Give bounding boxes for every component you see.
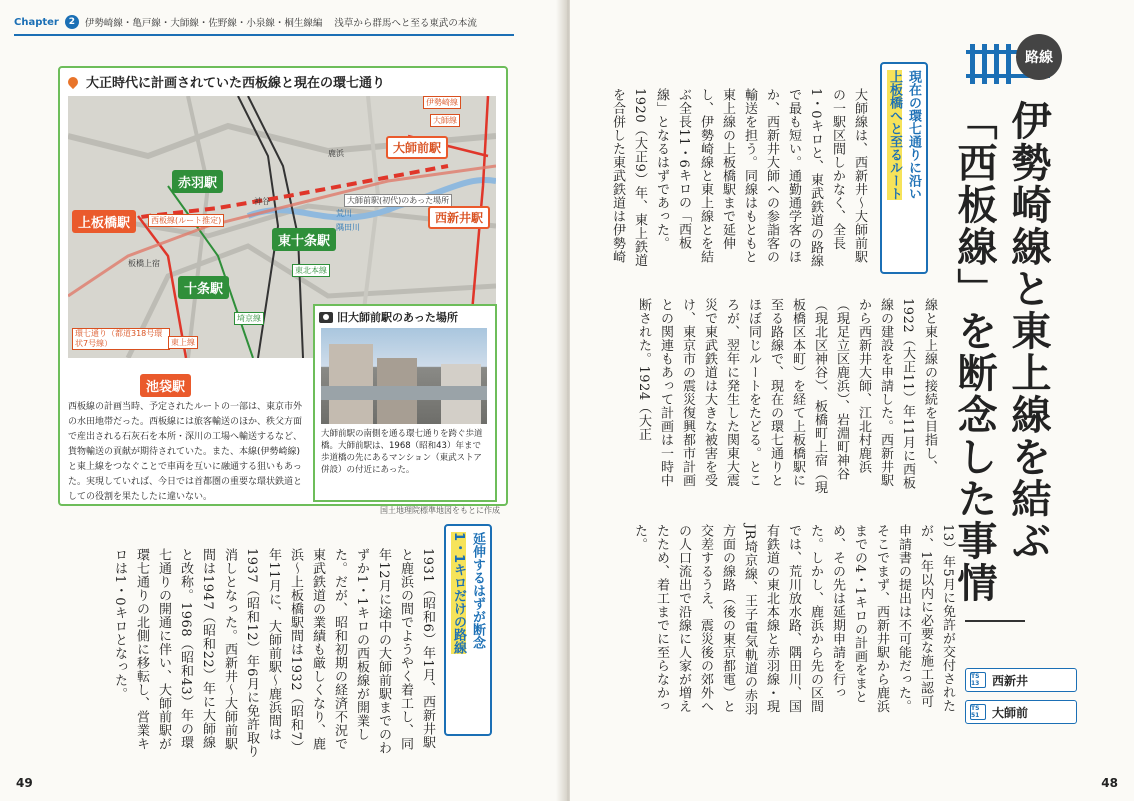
station-nishiarai: 西新井駅 bbox=[428, 206, 490, 229]
label-tohoku-line: 東北本線 bbox=[292, 264, 330, 277]
title-rule bbox=[965, 620, 1025, 622]
photo-inset bbox=[313, 304, 497, 502]
map-title-text: 大正時代に計画されていた西板線と現在の環七通り bbox=[86, 76, 386, 91]
chapter-subtitle: 浅草から群馬へと至る東武の本流 bbox=[334, 18, 477, 29]
page-number-left: 49 bbox=[16, 776, 33, 790]
map-title bbox=[68, 72, 385, 91]
station-akabane: 赤羽駅 bbox=[172, 170, 223, 193]
right-body-col-3: 13）年5月に免許が交付されたが、1年以内に必要な施工認可申請書の提出は不可能だった。そこでまず、西新井駅から鹿浜までの4・1キロの計画をまとめ、その先は延期申請を行った。しかし、鹿浜から先の区間では、荒川放水路、隅田川、国有鉄道の東北本線と赤羽線・現JR埼京線、王子電気軌道の赤羽方面の線路（後の東京都電）と交差するうえ、震災後の郊外への人口流出で沿線に人家が増えたため、着工までに至らなかった。 bbox=[632, 524, 955, 716]
station-jujo: 十条駅 bbox=[178, 276, 229, 299]
section-heading-left-line1: 延伸するはずが断念 bbox=[470, 532, 485, 649]
station-kamiitabashi: 上板橋駅 bbox=[72, 210, 136, 233]
section-heading-left bbox=[444, 524, 492, 736]
station-badge-name: 西新井 bbox=[992, 673, 1029, 688]
station-badge-name: 大師前 bbox=[992, 705, 1029, 720]
map-figure bbox=[58, 66, 508, 506]
right-body-col-1: 大師線は、西新井～大師前駅の一駅区間しかなく、全長1・0キロと、東武鉄道の路線で最も短い。通勤通学客のほか、西新井大師への参詣客の輸送を担う。同線はもともと東上線の上板橋駅まで延伸し、伊勢崎線と東上線とを結ぶ全長11・6キロの「西板線」となるはずであった。1920（大正9）年、東上鉄道を合併した東武鉄道は伊勢崎 bbox=[610, 88, 867, 268]
label-itabashi-kamijuku: 板橋上宿 bbox=[128, 259, 160, 268]
page-number-right: 48 bbox=[1101, 776, 1118, 790]
station-ikebukuro: 池袋駅 bbox=[140, 374, 191, 397]
chapter-label: Chapter bbox=[14, 16, 59, 28]
photo-title bbox=[315, 306, 495, 328]
right-body-col-2: 線と東上線の接続を目指し、1922（大正11）年11月に西板線の建設を申請した。西新井駅から西新井大師、江北村鹿浜（現足立区鹿浜）、岩淵町神谷（現北区神谷）、板橋町上宿（現板橋区本町）を経て上板橋駅に至る路線で、現在の環七通りとほぼ同じルートをたどる。ところが、翌年に発生した関東大震災で東武鉄道は大きな被害を受け、東京市の震災復興都市計画との関連もあって計画は一時中断された。1924（大正 bbox=[636, 298, 937, 494]
station-number-icon: TS 13 bbox=[970, 672, 986, 688]
label-old-daishimae: 大師前駅(初代)のあった場所 bbox=[344, 194, 452, 207]
left-body-text: 1931（昭和6）年1月、西新井駅と鹿浜の間でようやく着工し、同年12月に途中の大師前駅までのわずか1・1キロの西板線が開業した。だが、昭和初期の経済不況で東武鉄道の業績も厳しくなり、鹿浜～上板橋駅間は1932（昭和7）年11月に、大師前駅～鹿浜間は1937（昭和12）年6月に免許取り消しとなった。西新井～大師前駅間は1947（昭和22）年に大師線と改称。1968（昭和43）年の環七通りの開通に伴い、大師前駅が環七通りの北側に移転し、営業キロは1・0キロとなった。 bbox=[112, 548, 435, 758]
label-arakawa: 荒川 bbox=[336, 209, 352, 218]
title-line-1: 伊勢崎線と東上線を結ぶ bbox=[1005, 100, 1051, 562]
station-badge-daishimae bbox=[965, 700, 1077, 724]
title-line-2: 「西板線」を断念した事情 bbox=[951, 100, 997, 604]
camera-icon bbox=[319, 312, 333, 323]
label-kamiya: 神谷 bbox=[254, 197, 270, 206]
chapter-header bbox=[14, 12, 477, 32]
photo-footbridge bbox=[321, 386, 487, 400]
label-shikahama: 鹿浜 bbox=[328, 149, 344, 158]
photo-title-text: 旧大師前駅のあった場所 bbox=[337, 311, 458, 324]
section-heading-right bbox=[880, 62, 928, 274]
photo-caption: 大師前駅の南側を通る環七通りを跨ぐ歩道橋。大師前駅は、1968（昭和43）年まで歩道橋の先にあるマンション（東武ストア併設）の付近にあった。 bbox=[321, 429, 483, 475]
header-rule bbox=[14, 34, 514, 36]
label-kannana: 環七通り（都道318号環状7号線） bbox=[72, 328, 170, 350]
chapter-number: 2 bbox=[65, 15, 79, 29]
section-heading-right-line2: 上板橋へと至るルート bbox=[887, 70, 902, 200]
map-description: 西板線の計画当時、予定されたルートの一部は、東京市外の水田地帯だった。西板線には旅客輸送のほか、秩父方面で産出される石灰石を本所・深川の工場へ輸送するなど、貨物輸送の貢献が期待されていた。また、本線(伊勢崎線)と東上線をつなぐことで車両を互いに融通する狙いもあった。実現していれば、今日では首都圏の重要な環状鉄道としての役割を果たしたに違いない。 bbox=[68, 402, 303, 502]
station-badge-nishiarai bbox=[965, 668, 1077, 692]
category-badge: 路線 bbox=[1016, 34, 1062, 80]
label-sumidagawa: 隅田川 bbox=[336, 223, 360, 232]
station-daishimae: 大師前駅 bbox=[386, 136, 448, 159]
label-tojo-line: 東上線 bbox=[168, 336, 198, 349]
map-source: 国土地理院標準地図をもとに作成 bbox=[380, 506, 500, 515]
map-pin-icon bbox=[66, 74, 80, 88]
label-nishiita-route: 西板線(ルート推定) bbox=[148, 214, 224, 227]
chapter-lines: 伊勢崎線・亀戸線・大師線・佐野線・小泉線・桐生線編 bbox=[84, 18, 323, 29]
photo-image bbox=[321, 328, 487, 424]
label-isesaki-line: 伊勢崎線 bbox=[423, 96, 461, 109]
section-heading-right-line1: 現在の環七通りに沿い bbox=[906, 70, 921, 200]
right-page bbox=[570, 0, 1134, 801]
label-saikyo-line: 埼京線 bbox=[234, 312, 264, 325]
section-heading-left-line2: 1・1キロだけの路線 bbox=[451, 532, 466, 655]
station-higashijujo: 東十条駅 bbox=[272, 228, 336, 251]
station-number-icon: TS 51 bbox=[970, 704, 986, 720]
photo-building bbox=[329, 344, 373, 424]
label-daishi-line: 大師線 bbox=[430, 114, 460, 127]
left-page bbox=[0, 0, 565, 801]
